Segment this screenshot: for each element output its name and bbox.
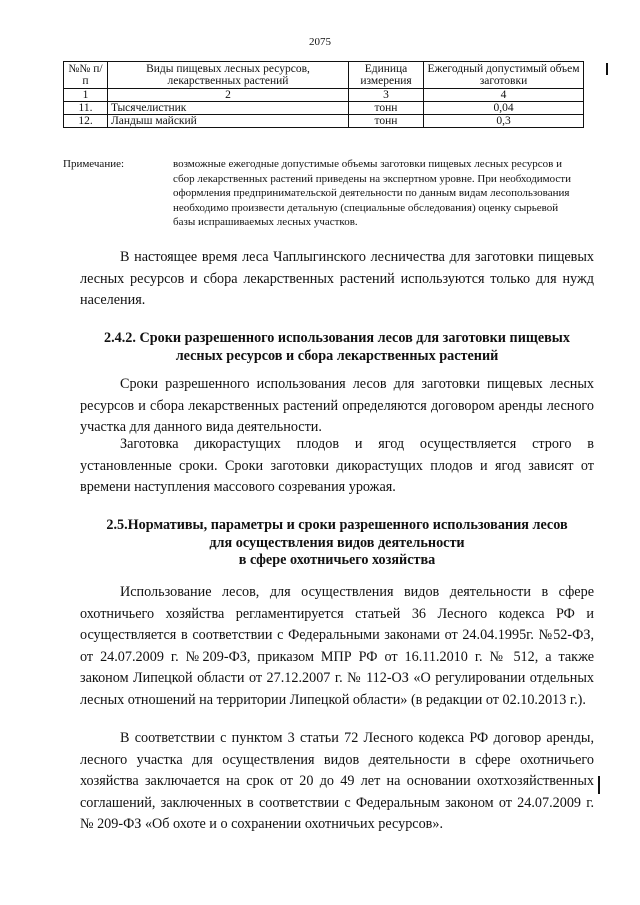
- column-number: 3: [349, 89, 424, 102]
- paragraph-harvest-terms: Заготовка дикорастущих плодов и ягод осуществляется строго в установленные сроки. Сроки заготовки дикорастущих плодов и ягод зависят от времени наступления массового созревания урожая.: [80, 436, 594, 495]
- paragraph-terms-lease: Сроки разрешенного использования лесов для заготовки пищевых лесных ресурсов и сбора лекарственных растений определяются договором аренды лесного участка для данного вида деятельности.: [80, 376, 594, 435]
- resources-table: [63, 61, 584, 128]
- resource-name: Ландыш майский: [108, 115, 349, 128]
- header-unit: Единица измерения: [349, 62, 424, 89]
- heading-line: для осуществления видов деятельности: [209, 534, 465, 551]
- row-number: 11.: [64, 102, 108, 115]
- header-annual-volume: Ежегодный допустимый объем заготовки: [424, 62, 584, 89]
- header-number: №№ п/п: [64, 62, 108, 89]
- table-row: [64, 115, 584, 128]
- section-heading-2-5: [80, 517, 594, 570]
- table-row: [64, 102, 584, 115]
- table-column-numbers-row: [64, 89, 584, 102]
- heading-line: 2.5.Нормативы, параметры и сроки разрешенного использования лесов: [106, 517, 568, 533]
- header-resource-type: Виды пищевых лесных ресурсов, лекарственных растений: [108, 62, 349, 89]
- resource-name: Тысячелистник: [108, 102, 349, 115]
- unit: тонн: [349, 115, 424, 128]
- table-header-row: [64, 62, 584, 89]
- row-number: 12.: [64, 115, 108, 128]
- paragraph-hunting-regulation: Использование лесов, для осуществления видов деятельности в сфере охотничьего хозяйства регламентируется статьей 36 Лесного кодекса РФ и осуществляется в соответствии с Федеральными законами от 24.04.1995г. №52-ФЗ, от 24.07.2009 г. №209-ФЗ, приказом МПР РФ от 16.11.2010 г. № 512, а также законом Липецкой области от 27.12.2007 г. № 112-ОЗ «О регулировании отдельных лесных отношений на территории Липецкой области» (в редакции от 02.10.2013 г.).: [80, 584, 594, 708]
- annual-volume: 0,3: [424, 115, 584, 128]
- paragraph-current-use: В настоящее время леса Чаплыгинского лесничества для заготовки пищевых лесных ресурсов и сбора лекарственных растений используются только для нужд населения.: [80, 249, 594, 308]
- column-number: 4: [424, 89, 584, 102]
- section-heading-2-4-2: 2.4.2. Сроки разрешенного использования лесов для заготовки пищевых лесных ресурсов и сбора лекарственных растений: [104, 330, 570, 364]
- column-number: 2: [108, 89, 349, 102]
- annual-volume: 0,04: [424, 102, 584, 115]
- margin-bar-bottom: [598, 776, 600, 794]
- margin-bar-top: [606, 63, 608, 75]
- note-text: возможные ежегодные допустимые объемы заготовки пищевых лесных ресурсов и сбор лекарственных растений приведены на экспертном уровне. При необходимости оформления предпринимательской деятельности по данным видам лесопользования необходимо произвести детальную (специальные обследования) оценку сырьевой базы испрашиваемых лесных участков.: [173, 158, 571, 229]
- paragraph-lease-term: В соответствии с пунктом 3 статьи 72 Лесного кодекса РФ договор аренды, лесного участка для осуществления видов деятельности в сфере охотничьего хозяйства заключается на срок от 20 до 49 лет на основании охотхозяйственных соглашений, заключенных в соответствии с Федеральным законом от 24.07.2009 г. № 209-ФЗ «Об охоте и о сохранении охотничьих ресурсов».: [80, 730, 594, 832]
- page-number: 2075: [309, 36, 331, 48]
- heading-line: в сфере охотничьего хозяйства: [238, 552, 436, 568]
- column-number: 1: [64, 89, 108, 102]
- unit: тонн: [349, 102, 424, 115]
- note-label: Примечание:: [63, 158, 125, 170]
